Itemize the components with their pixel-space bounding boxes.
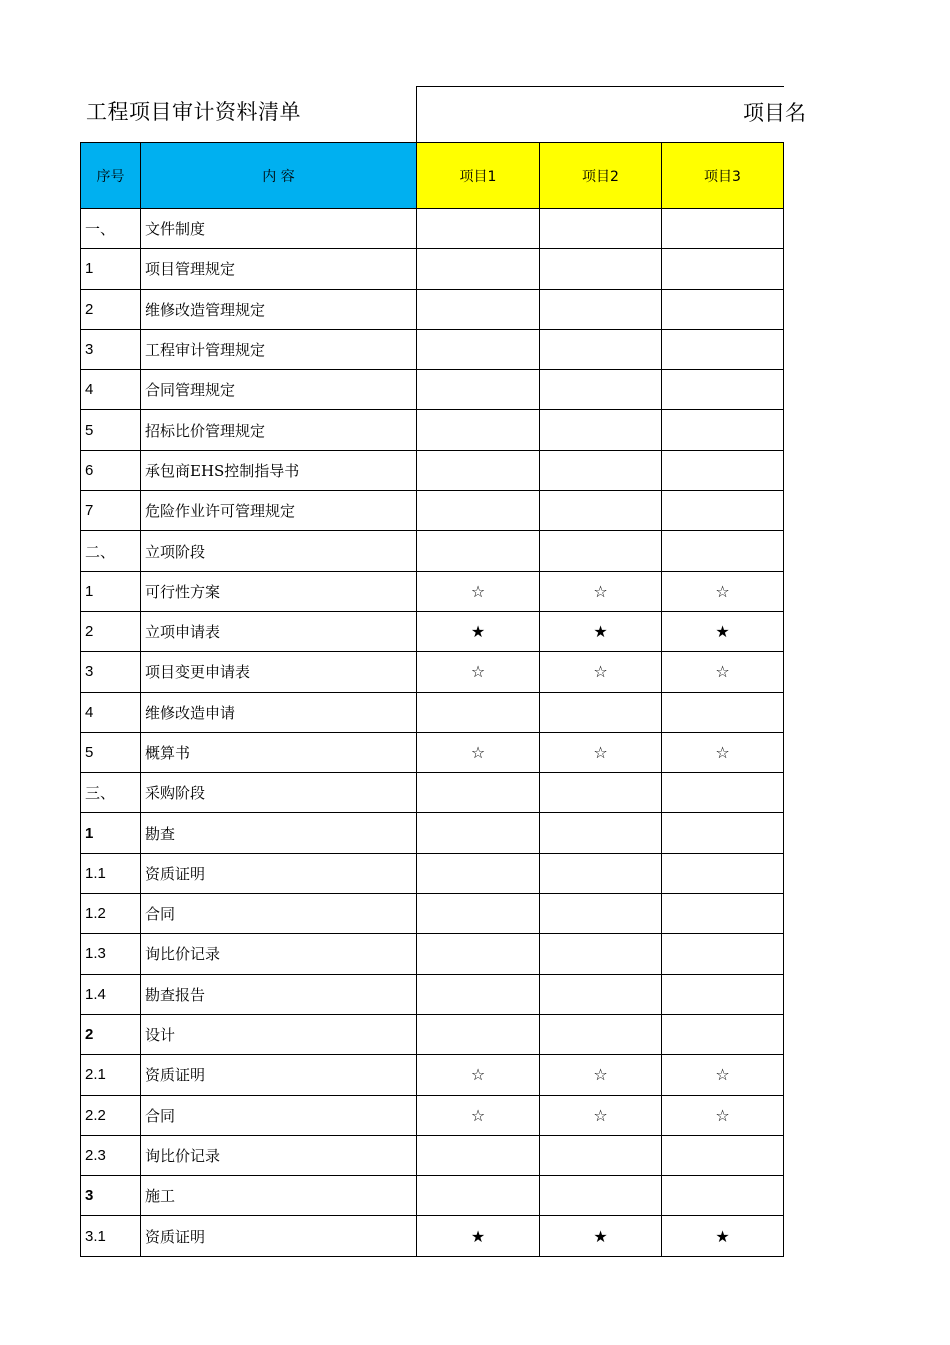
project-1-mark [417,773,540,813]
table-row [81,571,784,611]
project-2-mark: ☆ [540,1095,662,1135]
row-content: 资质证明 [141,853,417,893]
row-number: 2 [81,289,141,329]
project-1-mark [417,410,540,450]
project-1-mark [417,329,540,369]
project-1-mark [417,1014,540,1054]
table-row [81,1135,784,1175]
row-content: 概算书 [141,732,417,772]
project-2-mark [540,692,662,732]
row-content: 可行性方案 [141,571,417,611]
table-row [81,410,784,450]
table-row [81,1014,784,1054]
row-number: 1 [81,813,141,853]
row-number: 6 [81,450,141,490]
project-2-mark: ☆ [540,652,662,692]
project-1-mark [417,370,540,410]
header-project-2: 项目2 [540,143,662,209]
table-row [81,249,784,289]
header-no: 序号 [81,143,141,209]
table-row [81,692,784,732]
row-number: 2 [81,611,141,651]
row-number: 7 [81,491,141,531]
row-content: 招标比价管理规定 [141,410,417,450]
table-row [81,894,784,934]
project-1-mark [417,692,540,732]
project-1-mark: ☆ [417,1055,540,1095]
project-2-mark [540,450,662,490]
table-row [81,773,784,813]
page-title: 工程项目审计资料清单 [86,100,301,124]
project-3-mark: ☆ [662,571,784,611]
project-1-mark: ☆ [417,1095,540,1135]
row-number: 3.1 [81,1216,141,1256]
project-3-mark [662,249,784,289]
project-2-mark [540,1135,662,1175]
project-1-mark [417,974,540,1014]
row-content: 维修改造管理规定 [141,289,417,329]
project-1-mark [417,491,540,531]
row-number: 5 [81,732,141,772]
project-3-mark: ★ [662,1216,784,1256]
project-1-mark [417,934,540,974]
project-1-mark [417,289,540,329]
audit-checklist-table [80,142,784,1257]
table-row [81,853,784,893]
table-row [81,491,784,531]
row-number: 3 [81,652,141,692]
row-content: 询比价记录 [141,934,417,974]
row-content: 资质证明 [141,1055,417,1095]
project-1-mark [417,1135,540,1175]
project-2-mark [540,813,662,853]
project-2-mark [540,491,662,531]
row-number: 3 [81,1176,141,1216]
row-content: 采购阶段 [141,773,417,813]
row-content: 立项阶段 [141,531,417,571]
row-number: 三、 [81,773,141,813]
project-3-mark [662,1135,784,1175]
project-1-mark [417,249,540,289]
project-1-mark [417,209,540,249]
project-1-mark: ☆ [417,652,540,692]
row-content: 文件制度 [141,209,417,249]
project-1-mark [417,1176,540,1216]
table-row [81,732,784,772]
row-content: 立项申请表 [141,611,417,651]
project-1-mark: ★ [417,1216,540,1256]
project-2-mark [540,974,662,1014]
row-content: 承包商EHS控制指导书 [141,450,417,490]
project-2-mark: ☆ [540,571,662,611]
project-3-mark: ☆ [662,1095,784,1135]
row-content: 施工 [141,1176,417,1216]
project-2-mark [540,370,662,410]
row-content: 勘查报告 [141,974,417,1014]
project-1-mark: ☆ [417,732,540,772]
project-2-mark [540,773,662,813]
row-number: 4 [81,692,141,732]
row-number: 3 [81,329,141,369]
project-3-mark [662,450,784,490]
table-row [81,974,784,1014]
row-number: 4 [81,370,141,410]
project-3-mark [662,853,784,893]
project-3-mark [662,1014,784,1054]
project-3-mark [662,813,784,853]
project-2-mark [540,853,662,893]
project-3-mark [662,974,784,1014]
row-number: 1.2 [81,894,141,934]
table-row [81,1176,784,1216]
row-number: 5 [81,410,141,450]
project-3-mark [662,329,784,369]
project-2-mark [540,934,662,974]
project-3-mark [662,209,784,249]
table-row [81,370,784,410]
table-row [81,611,784,651]
project-name-box [416,86,806,142]
project-1-mark: ★ [417,611,540,651]
project-2-mark [540,531,662,571]
project-3-mark [662,894,784,934]
project-1-mark [417,813,540,853]
header-content: 内 容 [141,143,417,209]
table-row [81,531,784,571]
project-3-mark [662,692,784,732]
row-number: 2.3 [81,1135,141,1175]
table-row [81,329,784,369]
row-number: 一、 [81,209,141,249]
row-number: 1.4 [81,974,141,1014]
project-3-mark: ☆ [662,1055,784,1095]
row-number: 1.1 [81,853,141,893]
table-row [81,1055,784,1095]
row-content: 项目管理规定 [141,249,417,289]
project-2-mark: ☆ [540,1055,662,1095]
project-2-mark [540,894,662,934]
project-1-mark [417,450,540,490]
project-1-mark: ☆ [417,571,540,611]
row-content: 合同 [141,894,417,934]
project-3-mark: ☆ [662,652,784,692]
row-number: 2 [81,1014,141,1054]
row-content: 项目变更申请表 [141,652,417,692]
row-content: 合同 [141,1095,417,1135]
table-row [81,1095,784,1135]
project-2-mark: ★ [540,1216,662,1256]
project-2-mark [540,249,662,289]
table-row [81,450,784,490]
project-2-mark [540,1176,662,1216]
project-3-mark [662,370,784,410]
project-3-mark [662,491,784,531]
project-2-mark [540,329,662,369]
table-row [81,289,784,329]
row-number: 1.3 [81,934,141,974]
row-content: 资质证明 [141,1216,417,1256]
project-2-mark: ★ [540,611,662,651]
project-2-mark [540,1014,662,1054]
row-number: 二、 [81,531,141,571]
table-header-row [81,143,784,209]
table-row [81,934,784,974]
row-number: 2.2 [81,1095,141,1135]
project-3-mark [662,410,784,450]
project-3-mark: ☆ [662,732,784,772]
project-2-mark [540,289,662,329]
project-1-mark [417,853,540,893]
project-3-mark [662,773,784,813]
project-3-mark: ★ [662,611,784,651]
project-1-mark [417,531,540,571]
project-3-mark [662,289,784,329]
project-2-mark [540,410,662,450]
row-content: 维修改造申请 [141,692,417,732]
project-3-mark [662,531,784,571]
project-1-mark [417,894,540,934]
table-row [81,652,784,692]
table-row [81,1216,784,1256]
project-3-mark [662,1176,784,1216]
row-number: 1 [81,249,141,289]
table-row [81,209,784,249]
row-content: 询比价记录 [141,1135,417,1175]
row-content: 勘查 [141,813,417,853]
header-project-3: 项目3 [662,143,784,209]
project-2-mark: ☆ [540,732,662,772]
project-3-mark [662,934,784,974]
project-2-mark [540,209,662,249]
row-content: 危险作业许可管理规定 [141,491,417,531]
row-number: 2.1 [81,1055,141,1095]
header-project-1: 项目1 [417,143,540,209]
table-row [81,813,784,853]
row-content: 工程审计管理规定 [141,329,417,369]
row-number: 1 [81,571,141,611]
row-content: 设计 [141,1014,417,1054]
row-content: 合同管理规定 [141,370,417,410]
project-name-label: 项目名 [743,101,806,125]
